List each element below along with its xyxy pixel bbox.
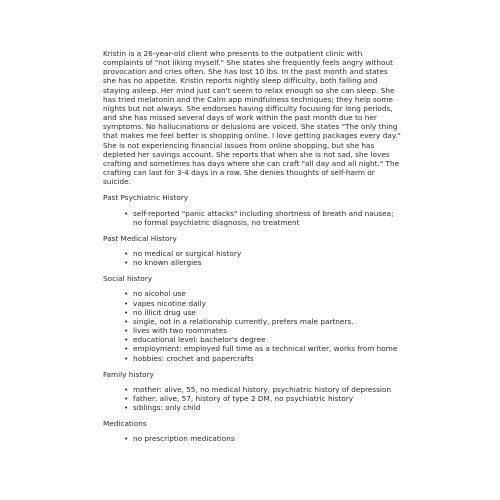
bullet-icon: • [124, 289, 129, 299]
list-item-text: no known allergies [133, 258, 202, 268]
list-item-text: hobbies: crochet and papercrafts [133, 353, 254, 363]
list-item-text: mother: alive, 55, no medical history, psychiatric history of depression [133, 384, 392, 394]
list-item-text: no prescription medications [133, 434, 235, 444]
list-item-text: siblings: only child [133, 403, 201, 413]
bullet-icon: • [124, 394, 129, 403]
bullet-icon: • [124, 208, 129, 218]
section-heading: Past Medical History [103, 233, 177, 243]
bullet-icon: • [124, 307, 129, 317]
list-item-text: no medical or surgical history [133, 248, 242, 258]
case-document [103, 49, 403, 444]
section-medications [103, 419, 403, 443]
section-heading: Medications [103, 419, 147, 429]
list-item-text: educational level: bachelor's degree [133, 335, 266, 345]
list-item-text: lives with two roommates [133, 326, 228, 336]
list-item [124, 344, 403, 353]
list-item [124, 326, 403, 335]
section-heading: Past Psychiatric History [103, 193, 189, 203]
section-social-history [103, 274, 403, 362]
list-item [124, 249, 403, 258]
bullet-icon: • [124, 335, 129, 345]
bullet-icon: • [124, 434, 129, 444]
bullet-icon: • [124, 344, 129, 354]
bullet-icon: • [124, 298, 129, 308]
section-heading: Family history [103, 369, 154, 379]
bullet-list [103, 209, 403, 227]
bullet-list [103, 289, 403, 362]
list-item-text: employment: employed full time as a technical writer, works from home [133, 344, 398, 354]
bullet-icon: • [124, 326, 129, 336]
list-item [124, 434, 403, 443]
list-item [124, 335, 403, 344]
list-item [124, 385, 403, 394]
list-item [124, 299, 403, 308]
bullet-list [103, 385, 403, 412]
list-item [124, 209, 403, 227]
list-item [124, 403, 403, 412]
section-past-medical-history [103, 234, 403, 267]
bullet-icon: • [124, 258, 129, 268]
section-past-psychiatric-history [103, 193, 403, 226]
case-intro-paragraph: Kristin is a 26-year-old client who presents to the outpatient clinic with complaints of "not liking myself." She states she frequently feels angry without provocation and cries often. She has lost 10 lbs. In the past month and states she has no appetite. Kristin reports nightly sleep difficulty, both falling and staying asleep. Her mind just can't seem to relax enough so she can sleep. She has tried melatonin and the Calm app mindfulness techniques; they help some nights but not always. She endorses having difficulty focusing for long periods, and she has missed several days of work within the past month due to her symptoms. No hallucinations or delusions are voiced. She states "The only thing that makes me feel better is shopping online. I love getting packages every day." She is not experiencing financial issues from online shopping, but she has depleted her savings account. She reports that when she is not sad, she loves crafting and sometimes has days where she can craft "all day and all night." The crafting can last for 3-4 days in a row. She denies thoughts of self-harm or suicide. [103, 49, 401, 187]
bullet-icon: • [124, 353, 129, 363]
list-item [124, 289, 403, 298]
bullet-list [103, 249, 403, 267]
list-item [124, 394, 403, 403]
section-heading: Social history [103, 274, 153, 284]
list-item [124, 354, 403, 363]
bullet-icon: • [124, 248, 129, 258]
bullet-icon: • [124, 384, 129, 394]
list-item-text: vapes nicotine daily [133, 298, 206, 308]
list-item-text: no illicit drug use [133, 307, 196, 317]
bullet-list [103, 434, 403, 443]
list-item [124, 258, 403, 267]
bullet-icon: • [124, 403, 129, 413]
list-item-text: father: alive, 57, history of type 2 DM, no psychiatric history [133, 394, 354, 403]
list-item-text: single, not in a relationship currently, prefers male partners. [133, 316, 354, 326]
bullet-icon: • [124, 316, 129, 326]
list-item-text: no alcohol use [133, 289, 186, 299]
section-family-history [103, 370, 403, 413]
list-item [124, 308, 403, 317]
list-item-text: self-reported "panic attacks" including shortness of breath and nausea; no formal psychiatric diagnosis, no treatment [133, 208, 394, 227]
list-item [124, 317, 403, 326]
